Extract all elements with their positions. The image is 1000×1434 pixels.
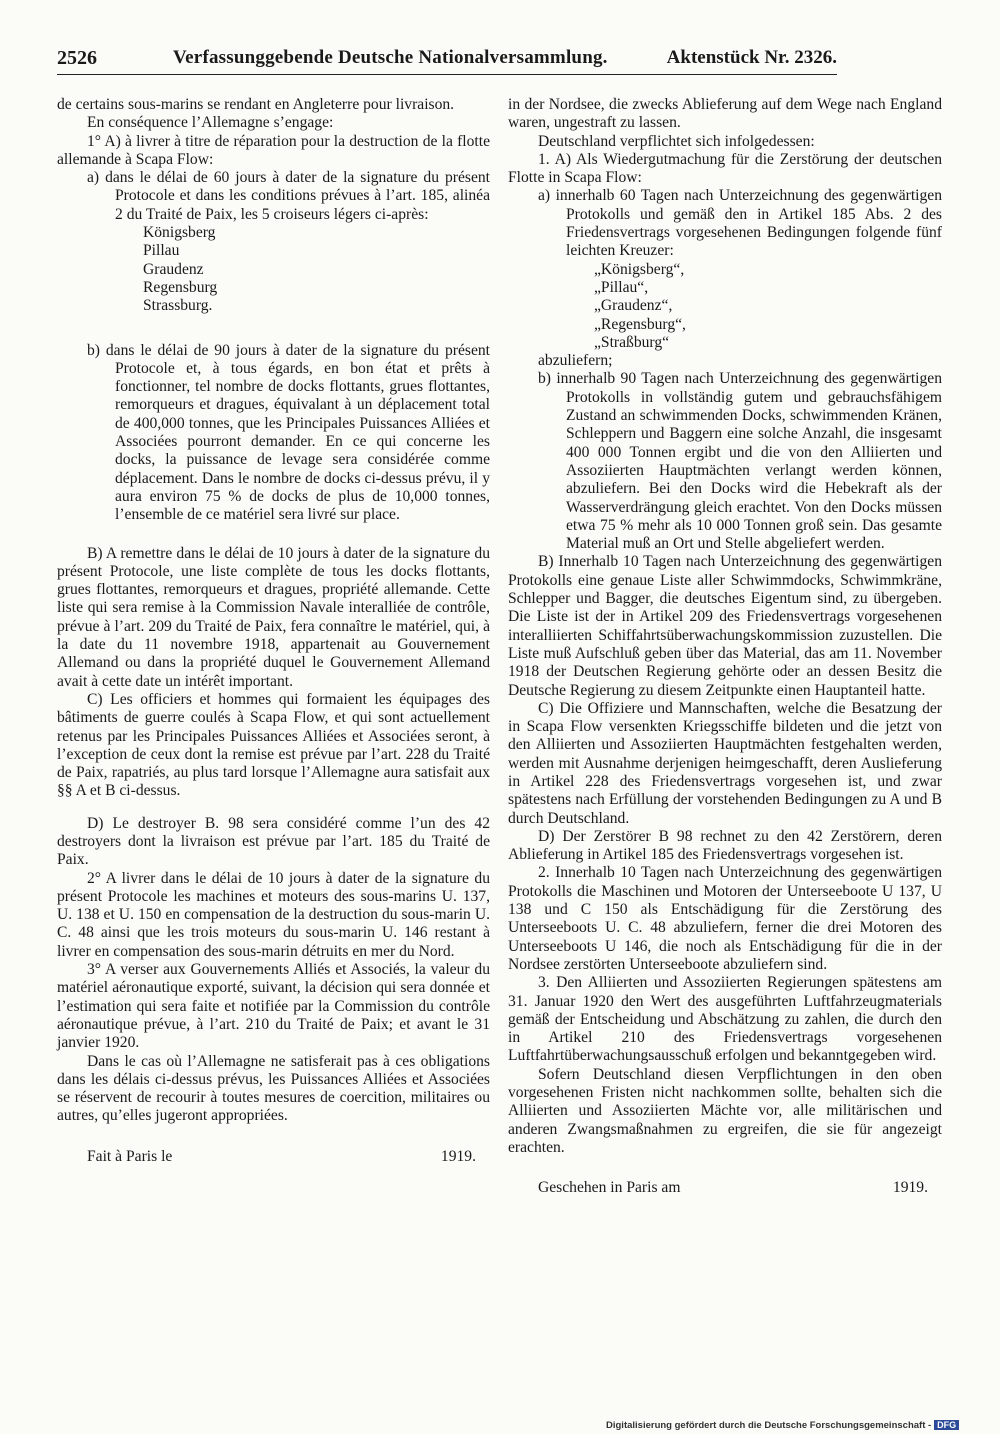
clause-a-end: abzuliefern; — [538, 352, 613, 370]
cruiser-item: „Regensburg“, — [594, 315, 686, 333]
credit-text: Digitalisierung gefördert durch die Deutsche Forschungsgemeinschaft - — [606, 1420, 932, 1431]
paragraph: 1. A) Als Wiedergutmachung für die Zerstörung der deutschen Flotte in Scapa Flow: — [508, 150, 942, 187]
clause-a: a) dans le délai de 60 jours à dater de la signature du présent Protocole et dans les conditions prévues à l’art. 185, alinéa 2 du Traité de Paix, les 5 croiseurs légers ci-après: — [87, 169, 490, 223]
cruiser-item: „Straßburg“ — [594, 333, 670, 351]
closing-paragraph: Dans le cas où l’Allemagne ne satisferait pas à ces obligations dans les délais ci-dessus prévus, les Puissances Alliées et Associées se réservent de recourir à toutes mesures de coercition, militaires ou autres, qu’elles jugeront appropriées. — [57, 1052, 490, 1125]
cruiser-list — [594, 261, 942, 352]
clause-B: B) Innerhalb 10 Tagen nach Unterzeichnung des gegenwärtigen Protokolls eine genaue Liste aller Schwimmdocks, Schwimmkräne, Schlepper und Bagger, die deutsches Eigentum sind, zu übergeben. Die Liste ist der in Artikel 209 des Friedensvertrags vorgesehenen interalliierten Schiffahrtsüberwachungskommission zuzustellen. Die Liste muß Aufschluß geben über das Material, das am 11. November 1918 der Deutschen Regierung gehörte oder an dessen Besitz die Deutsche Regierung zu diesem Zeitpunkte einen Hauptanteil hatte. — [508, 553, 942, 699]
french-column — [57, 96, 490, 1168]
page-number: 2526 — [57, 47, 97, 69]
german-column — [508, 96, 942, 1199]
clause-D: D) Der Zerstörer B 98 rechnet zu den 42 Zerstörern, deren Ablieferung in Artikel 185 des Friedensvertrags vorgesehen ist. — [508, 827, 942, 864]
clause-C: C) Les officiers et hommes qui formaient les équipages des bâtiments de guerre coulés à Scapa Flow, et qui sont actuellement retenus par les Principales Puissances Alliées et Associées seront, à l’exception de ceux dont la remise est prévue par l’art. 228 du Traité de Paix, rapatriés, au plus tard lorsque l’Allemagne aura satisfait aux §§ A et B ci-dessus. — [57, 690, 490, 800]
cruiser-item: „Pillau“, — [594, 278, 649, 296]
clause-a: a) innerhalb 60 Tagen nach Unterzeichnung des gegenwärtigen Protokolls und gemäß den in Artikel 185 Abs. 2 des Friedensvertrags vorgesehenen Bedingungen folgende fünf leichten Kreuzer: — [538, 187, 942, 260]
clause-2: 2. Innerhalb 10 Tagen nach Unterzeichnung des gegenwärtigen Protokolls die Maschinen und Motoren der Unterseeboote U 137, U 138 und C 150 als Entschädigung für die Zerstörung des Unterseeboots U. C. 48 abzuliefern, ferner die drei Motoren des Unterseeboots U 146, die noch als Entschädigung für die in der Nordsee zerstörten Unterseeboote abzuliefern sind. — [508, 864, 942, 973]
digitization-credit — [606, 1420, 959, 1431]
closing-paragraph: Sofern Deutschland diesen Verpflichtungen in den oben vorgesehenen Fristen nicht nachkommen sollte, behalten sich die Alliierten und Assoziierten Mächte vor, alle militärischen und anderen Zwangsmaßnahmen zu ergreifen, die sie für angezeigt erachten. — [508, 1065, 942, 1156]
cruiser-item: Graudenz — [143, 260, 204, 278]
page-header — [57, 44, 837, 75]
clause-2: 2° A livrer dans le délai de 10 jours à dater de la signature du présent Protocole les machines et moteurs des sous-marins U. 137, U. 138 et U. 150 en compensation de la destruction du sous-marin U. C. 48 ainsi que les trois moteurs du sous-marin U. 146 restant à livrer en compensation des sous-marin détruits en mer du Nord. — [57, 869, 490, 960]
cruiser-item: „Königsberg“, — [594, 260, 685, 278]
clause-3: 3. Den Alliierten und Assoziierten Regierungen spätestens am 31. Januar 1920 den Wert des ausgeführten Luftfahrzeugmaterials gemäß der Entscheidung und Abschätzung zu zahlen, die durch den in Artikel 210 des Friedensvertrags vorgesehenen Luftfahrtüberwachungsausschuß erfolgen und bekanntgegeben wird. — [508, 974, 942, 1065]
cruiser-item: Regensburg — [143, 278, 218, 296]
cruiser-item: Strassburg. — [143, 297, 213, 315]
running-title: Verfassunggebende Deutsche Nationalversammlung. — [173, 47, 608, 68]
signature-year: 1919. — [892, 1179, 928, 1197]
signature-line — [508, 1179, 942, 1199]
cruiser-item: Königsberg — [143, 224, 216, 242]
clause-B: B) A remettre dans le délai de 10 jours à dater de la signature du présent Protocole, une liste complète de tous les docks flottants, grues flottantes, remorqueurs et dragues, propriété allemande. Cette liste qui sera remise à la Commission Navale interalliée de contrôle, prévue à l’art. 209 du Traité de Paix, fera connaître le matériel, qui, à la date du 11 novembre 1918, appartenait au Gouvernement Allemand ou dans la propriété duquel le Gouvernement Allemand avait à cette date un intérêt important. — [57, 544, 490, 690]
signature-place: Geschehen in Paris am — [538, 1179, 681, 1197]
clause-C: C) Die Offiziere und Mannschaften, welche die Besatzung der in Scapa Flow versenkten Kriegsschiffe bildeten und die jetzt von den Alliierten und Assoziierten Hauptmächten festgehalten werden, werden mit Ausnahme derjenigen heimgeschafft, deren Auslieferung in Artikel 228 des Friedensvertrags vorgesehen ist, und zwar spätestens nach Erfüllung der vorstehenden Bedingungen zu A und B durch Deutschland. — [508, 699, 942, 827]
cruiser-item: Pillau — [143, 242, 180, 260]
cruiser-list — [143, 224, 490, 315]
clause-b: b) dans le délai de 90 jours à dater de la signature du présent Protocole et, à tous égards, en bon état et prêts à fonctionner, tel nombre de docks flottants, grues flottantes, remorqueurs et dragues, équivalant à un déplacement total de 400,000 tonnes, que les Principales Puissances Alliées et Associées pourront demander. En ce qui concerne les docks, la puissance de levage sera considérée comme déplacement. Dans le nombre de docks ci-dessus prévu, il y aura environ 75 % de docks de plus de 10,000 tonnes, l’ensemble de ce matériel sera livré sur place. — [87, 341, 490, 524]
paragraph: 1° A) à livrer à titre de réparation pour la destruction de la flotte allemande à Scapa Flow: — [57, 132, 490, 168]
clause-3: 3° A verser aux Gouvernements Alliés et Associés, la valeur du matériel aéronautique exporté, suivant, la décision qui sera donnée et l’estimation qui sera faite et notifiée par la Commission du contrôle aéronautique prévue, à l’art. 210 du Traité de Paix; et avant le 31 janvier 1920. — [57, 961, 490, 1052]
cruiser-item: „Graudenz“, — [594, 297, 673, 315]
paragraph: En conséquence l’Allemagne s’engage: — [87, 114, 334, 132]
paragraph: in der Nordsee, die zwecks Ablieferung auf dem Wege nach England waren, ungestraft zu lassen. — [508, 96, 942, 132]
signature-place: Fait à Paris le — [87, 1147, 173, 1165]
document-number: Aktenstück Nr. 2326. — [666, 47, 837, 68]
signature-line — [57, 1148, 490, 1168]
paragraph: Deutschland verpflichtet sich infolgedessen: — [538, 132, 815, 150]
paragraph: de certains sous-marins se rendant en Angleterre pour livraison. — [57, 96, 455, 113]
dfg-logo: DFG — [934, 1420, 959, 1430]
clause-b: b) innerhalb 90 Tagen nach Unterzeichnung des gegenwärtigen Protokolls in vollständig gutem und gebrauchsfähigem Zustand an schwimmenden Docks, schwimmenden Kränen, Schleppern und Baggern eine solche Anzahl, die insgesamt 400 000 Tonnen ergibt und die von den Alliierten und Assoziierten Hauptmächten verlangt werden können, abzuliefern. Bei den Docks wird die Hebekraft als der Wasserverdrängung gleich erachtet. Von den Docks müssen etwa 75 % mehr als 10 000 Tonnen groß sein. Das gesamte Material muß an Ort und Stelle abgeliefert werden. — [538, 370, 942, 553]
clause-D: D) Le destroyer B. 98 sera considéré comme l’un des 42 destroyers dont la livraison est prévue par l’art. 185 du Traité de Paix. — [57, 814, 490, 869]
signature-year: 1919. — [440, 1147, 476, 1165]
